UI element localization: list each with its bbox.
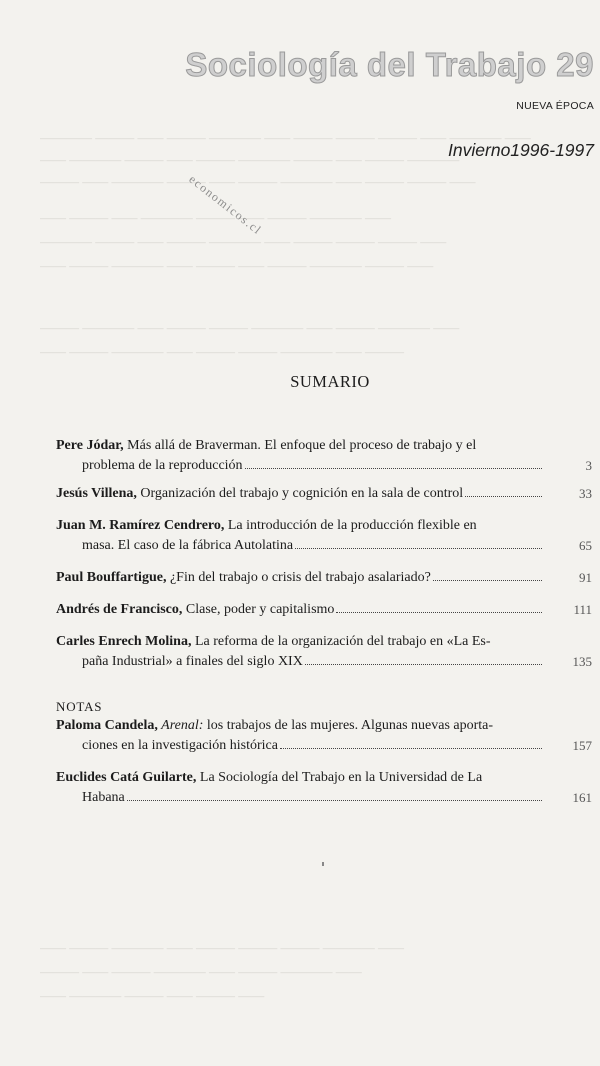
leader-dots <box>245 467 542 469</box>
entry-title: La Sociología del Trabajo en la Universidad de La <box>196 770 483 785</box>
leader-dots <box>465 495 542 497</box>
journal-title: Sociología del Trabajo 29 <box>185 46 594 83</box>
toc-entry[interactable] <box>56 716 596 756</box>
page-number: 161 <box>572 790 592 805</box>
toc-entry[interactable] <box>56 600 596 620</box>
entry-title: ¿Fin del trabajo o crisis del trabajo asalariado? <box>166 570 431 585</box>
toc-entry[interactable] <box>56 568 596 588</box>
entry-title: Más allá de Braverman. El enfoque del proceso de trabajo y el <box>123 438 477 453</box>
page-number: 157 <box>572 738 592 753</box>
entry-title: Clase, poder y capitalismo <box>182 602 335 617</box>
entry-title: La reforma de la organización del trabajo en «La Es- <box>191 634 491 649</box>
page-number: 111 <box>573 602 592 617</box>
entry-title-italic: Arenal: <box>157 718 204 733</box>
entry-title-cont: paña Industrial» a finales del siglo XIX <box>82 654 303 669</box>
issue-date: Invierno1996-1997 <box>448 140 594 160</box>
document-page: ———— ——— —— ——— ———— —— ——— ——— ——— —— ———— —— —— ———— ——— —— ——— ———— ——— —— ——— ———— ——— —— ———— ——— —— ——— ———— —— ——— ——— —— —— ——— —— ———— ——— —— ——— ———— —— ———— ——— —— ——— ———— —— ——— ——— ——— —— —— ——— ———— —— ——— —— ——— ———— ——— —— ——— ———— —— ——— ——— ———— —— ——— ———— —— —— ——— ———— —— ——— ——— ———— —— ——— —— ——— ———— —— ——— ——— ——— ———— —— ——— —— ——— ———— —— ——— ———— —— —— ———— ——— —— ——— —— Sociología del Trabajo 29 NUEVA ÉPOCA Invierno1996-1997 economicos.cl SUMARIO Pere Jódar, Más allá de Braverman. El enfoque del proceso de trabajo y el problema de la reproducción 3 Jesús Villena, Organización del trabajo y cognición en la sala de control 33 Juan M. Ramírez Cendrero, La introducción de la producción flexible en masa. El caso de la fábrica Autolatina 65 Paul Bouffartigue, ¿Fin del trabajo o crisis del trabajo asalariado? 91 Andrés de Francisco, Clase, poder y capitalismo 111 Carles Enrech Molina, La reforma de la organización del trabajo en «La Es- paña Industrial» a finales del siglo XIX 135 NOTAS Paloma Candela, Arenal: los trabajos de las mujeres. Algunas nuevas aporta- ciones en la investigación histórica 157 Euclides Catá Guilarte, La Sociología del Trabajo en la Universidad de La Habana 161 <box>0 0 600 1066</box>
entry-author: Jesús Villena, <box>56 486 137 501</box>
leader-dots <box>295 547 542 549</box>
toc-entry[interactable] <box>56 436 596 476</box>
leader-dots <box>280 747 542 749</box>
toc-entry[interactable] <box>56 516 596 556</box>
leader-dots <box>305 663 542 665</box>
watermark-stamp: economicos.cl <box>186 172 265 238</box>
series-label: NUEVA ÉPOCA <box>516 100 594 112</box>
contents-heading: SUMARIO <box>290 372 370 391</box>
leader-dots <box>336 611 542 613</box>
entry-title: Organización del trabajo y cognición en la sala de control <box>136 486 464 501</box>
page-number: 33 <box>579 486 592 501</box>
entry-title: La introducción de la producción flexible en <box>224 518 477 533</box>
leader-dots <box>127 799 542 801</box>
ornament-mark <box>322 862 324 866</box>
entry-author: Andrés de Francisco, <box>56 602 183 617</box>
entry-author: Euclides Catá Guilarte, <box>56 770 197 785</box>
page-number: 3 <box>585 458 592 473</box>
entry-author: Carles Enrech Molina, <box>56 634 192 649</box>
entry-author: Paloma Candela, <box>56 718 158 733</box>
page-number: 91 <box>579 570 592 585</box>
toc-entry[interactable] <box>56 768 596 808</box>
entry-author: Paul Bouffartigue, <box>56 570 167 585</box>
entry-title-cont: ciones en la investigación histórica <box>82 738 278 753</box>
entry-author: Juan M. Ramírez Cendrero, <box>56 518 225 533</box>
entry-title: los trabajos de las mujeres. Algunas nuevas aporta- <box>203 718 494 733</box>
page-number: 135 <box>572 654 592 669</box>
page-number: 65 <box>579 538 592 553</box>
leader-dots <box>433 579 542 581</box>
entry-title-cont: Habana <box>82 790 125 805</box>
entry-title-cont: problema de la reproducción <box>82 458 243 473</box>
entry-author: Pere Jódar, <box>56 438 124 453</box>
toc-entry[interactable] <box>56 632 596 672</box>
entry-title-cont: masa. El caso de la fábrica Autolatina <box>82 538 294 553</box>
notes-section-label: NOTAS <box>56 699 103 714</box>
table-of-contents <box>56 436 596 808</box>
toc-entry[interactable] <box>56 484 596 504</box>
